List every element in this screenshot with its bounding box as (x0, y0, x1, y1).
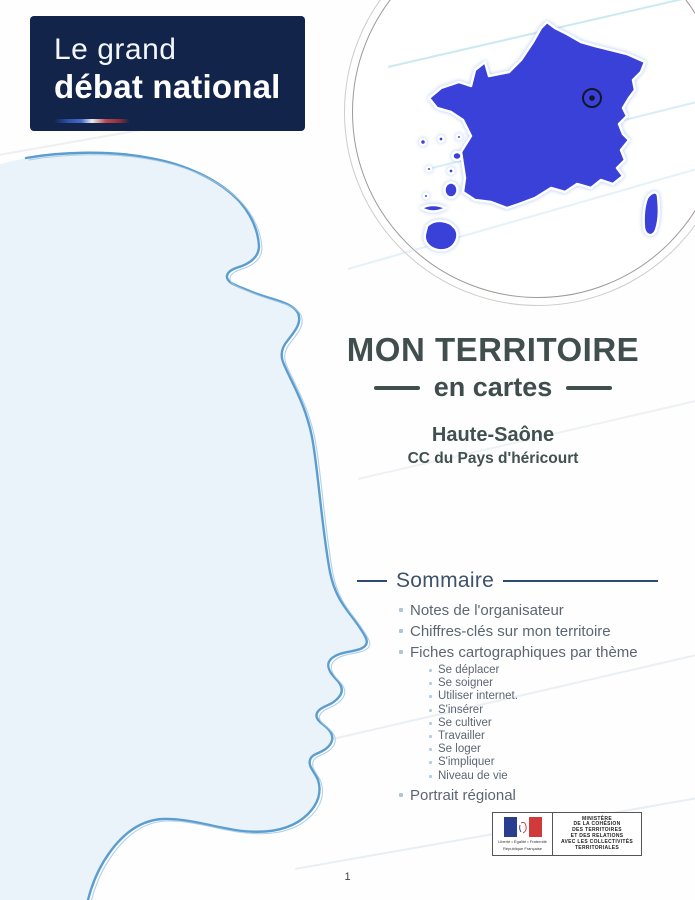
overseas-territory (425, 221, 458, 250)
sub-list-item (429, 664, 658, 677)
ministry-name (553, 813, 641, 855)
sub-list-item-label: S'impliquer (438, 756, 495, 769)
face-fill (0, 153, 367, 900)
page-number: 1 (344, 871, 351, 883)
epci-name: CC du Pays d'héricourt (407, 450, 579, 467)
overseas-territory (421, 205, 446, 212)
subtitle-row (318, 372, 668, 403)
sub-list-item (429, 690, 658, 703)
list-item-label: Portrait régional (410, 786, 516, 804)
overseas-territory (457, 135, 461, 139)
bullet-icon (429, 761, 432, 764)
list-item-label: Chiffres-clés sur mon territoire (410, 623, 611, 640)
ministry-name-line: DE LA COHÉSION (573, 821, 621, 828)
bullet-icon (399, 793, 403, 797)
bullet-icon (399, 608, 403, 612)
brand-line-1: Le grand (54, 33, 177, 66)
page-subtitle: en cartes (433, 372, 553, 402)
overseas-territory (438, 136, 443, 141)
sub-list-item-label: Travailler (438, 730, 485, 743)
list-item-portrait (399, 785, 658, 806)
sommaire-rule-left (357, 580, 387, 582)
sub-list-item-label: Se soigner (438, 677, 493, 690)
overseas-territory (445, 183, 458, 198)
sub-list-item (429, 704, 658, 717)
sommaire-section (357, 569, 658, 806)
sub-list-item-label: Se déplacer (438, 664, 500, 676)
ministry-name-line: ET DES RELATIONS (570, 833, 624, 839)
corsica-island (644, 192, 659, 235)
page-title: MON TERRITOIRE (346, 331, 640, 368)
list-item-label: Notes de l'organisateur (410, 602, 564, 619)
ministry-name-line: MINISTÈRE (582, 815, 612, 822)
sommaire-heading: Sommaire (396, 569, 495, 592)
bullet-icon (429, 775, 432, 778)
bullet-icon (429, 709, 432, 712)
sub-list-item (429, 743, 658, 756)
france-mainland (429, 22, 645, 208)
tricolor-strip-icon (54, 119, 130, 123)
bullet-icon (429, 682, 432, 685)
sommaire-sub-list (399, 664, 658, 783)
list-item (399, 600, 658, 621)
ministry-republic: République Française (503, 846, 542, 851)
ministry-logo (492, 812, 642, 856)
marianne-flag-icon (504, 817, 542, 837)
france-map (415, 20, 665, 255)
list-item-label: Fiches cartographiques par thème (410, 644, 638, 661)
ministry-name-line: DES TERRITOIRES (572, 827, 622, 834)
overseas-territory (420, 139, 426, 145)
overseas-territory (424, 194, 428, 198)
sub-list-item-label: Niveau de vie (438, 769, 508, 782)
bullet-icon (429, 735, 432, 738)
sub-list-item (429, 730, 658, 743)
list-item (399, 642, 658, 663)
sub-list-item (429, 770, 658, 783)
list-item (399, 621, 658, 642)
bullet-icon (399, 629, 403, 633)
sub-list-item-label: Se cultiver (438, 716, 492, 729)
brand-line-2: débat national (54, 68, 281, 105)
bullet-icon (429, 748, 432, 751)
sommaire-heading-row (357, 569, 658, 593)
overseas-territory (427, 167, 431, 171)
sub-list-item-label: Se loger (438, 743, 481, 756)
bullet-icon (429, 669, 432, 672)
bullet-icon (429, 722, 432, 725)
face-profile-sketch (0, 150, 400, 900)
sub-list-item (429, 756, 658, 769)
sub-list-item (429, 677, 658, 690)
bullet-icon (399, 650, 403, 654)
subtitle-dash-right (566, 386, 612, 390)
ministry-logo-left (493, 813, 553, 855)
sommaire-list (357, 600, 658, 806)
ministry-motto: Liberté • Égalité • Fraternité (498, 839, 547, 844)
overseas-territory (448, 168, 453, 173)
overseas-territory (453, 152, 462, 160)
subtitle-dash-left (374, 386, 420, 390)
bullet-icon (429, 695, 432, 698)
brand-logo (30, 16, 305, 131)
sub-list-item (429, 717, 658, 730)
sub-list-item-label: S'insérer (438, 703, 484, 716)
ministry-name-line: TERRITORIALES (574, 844, 620, 851)
ministry-name-line: AVEC LES COLLECTIVITÉS (560, 838, 634, 845)
sommaire-rule-right (503, 580, 658, 582)
sub-list-item-label: Utiliser internet. (438, 690, 518, 703)
region-name: Haute-Saône (431, 424, 555, 446)
title-block (318, 332, 668, 468)
